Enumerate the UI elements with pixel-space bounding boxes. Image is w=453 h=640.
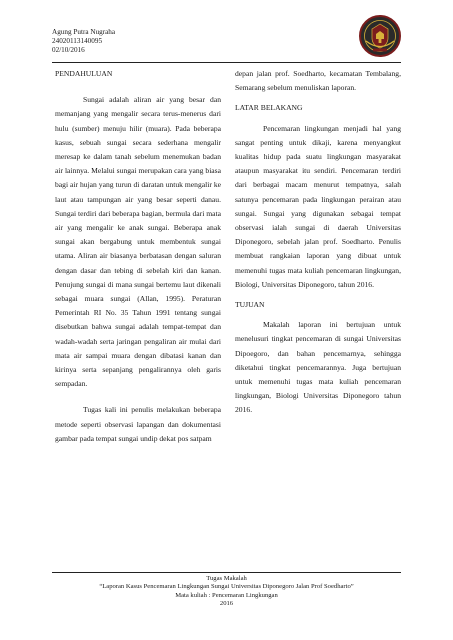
header-divider (52, 62, 401, 63)
paragraph-method-start: Tugas kali ini penulis melakukan beberapa metode seperti observasi lapangan dan dokumentasi gambar pada tempat sungai undip dekat pos satpam (55, 405, 221, 443)
paragraph-purpose: Makalah laporan ini bertujuan untuk menelusuri tingkat pencemaran di sungai Universitas Dipoegoro, dan bahan pencemarnya, sehingga diketahui tingkat pencemarannya. Juga bertujuan untuk memenuhi tugas mata kuliah pencemaran lingkungan, Biologi Universitas Diponegoro tahun 2016. (235, 320, 401, 415)
footer-report-title: “Laporan Kasus Pencemaran Lingkungan Sungai Universitas Diponegoro Jalan Prof Soedharto” (99, 583, 354, 591)
footer-assignment-type: Tugas Makalah (206, 575, 247, 582)
university-seal-icon (358, 14, 402, 58)
paragraph-method-end: depan jalan prof. Soedharto, kecamatan Tembalang, Semarang sebelum menuliskan laporan. (235, 69, 401, 93)
student-id: 24020113140095 (52, 37, 103, 45)
section-heading-pendahuluan: PENDAHULUAN (55, 69, 113, 78)
footer-course: Mata kuliah : Pencemaran Lingkungan (175, 591, 278, 599)
paragraph-background: Pencemaran lingkungan menjadi hal yang sangat penting untuk dikaji, karena menyangkut kualitas hidup pada suatu lingkungan masyarakat ataupun masyarakat itu sendiri. Pencemaran terdiri dari berbagai macam menurut tempatnya, salah satunya pencemaran pada lingkungan perairan atau sungai. Sungai yang digunakan sebagai tempat observasi ialah sungai di daerah Universitas Diponegoro, sebelah jalan prof. Soedharto. Penulis membuat rangkaian laporan yang dibuat untuk memenuhi tugas mata kuliah pencemaran lingkungan, Biologi, Universitas Diponegoro, tahun 2016. (235, 123, 401, 289)
section-heading-tujuan: TUJUAN (235, 300, 265, 310)
paragraph-river-definition: Sungai adalah aliran air yang besar dan memanjang yang mengalir secara terus-menerus dari hulu (sumber) menuju hilir (muara). Pada beberapa kasus, sebuah sungai secara sederhana mengalir meresap ke dalam tanah sebelum menemukan badan air lainnya. Melalui sungai merupakan cara yang biasa bagi air hujan yang turun di daratan untuk mengalir ke laut atau tampungan air yang besar seperti danau. Sungai terdiri dari beberapa bagian, bermula dari mata air yang mengalir ke anak sungai. Beberapa anak sungai akan bergabung untuk membentuk sungai utama. Aliran air biasanya berbatasan dengan saluran dengan dasar dan tebing di sebelah kiri dan kanan. Penujung sungai di mana sungai bertemu laut dikenali sebagai muara sungai (Allan, 1995). Peraturan Pemerintah RI No. 35 Tahun 1991 tentang sungai disebutkan bahwa sungai adalah tempat-tempat dan wadah-wadah serta jaringan pengaliran air mulai dari mata air sampai muara dengan dibatasi kanan dan kirinya serta sepanjang pengalirannya oleh garis sempadan. (55, 95, 221, 389)
section-heading-latar-belakang: LATAR BELAKANG (235, 103, 303, 113)
author-info (52, 28, 115, 55)
author-name: Agung Putra Nugraha (52, 28, 116, 36)
footer-divider (52, 572, 401, 573)
document-date: 02/10/2016 (52, 46, 85, 54)
page-footer (40, 575, 413, 609)
left-column (55, 67, 221, 446)
footer-year: 2016 (219, 600, 234, 608)
right-column (235, 67, 401, 418)
